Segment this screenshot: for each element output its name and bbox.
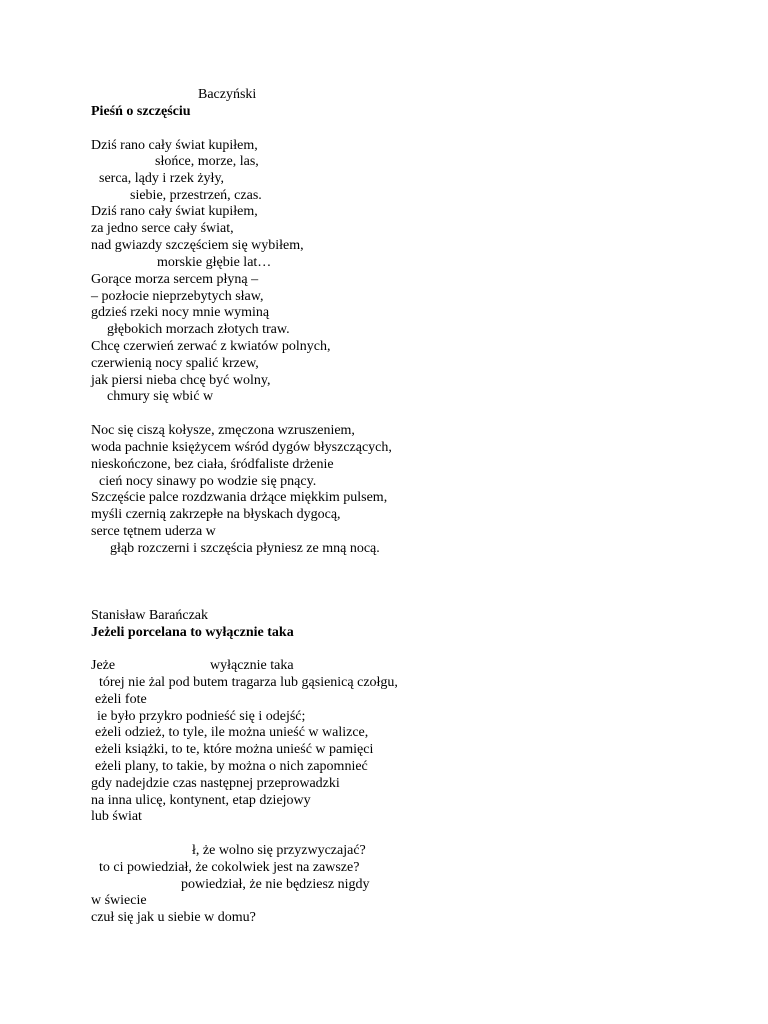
poem-line: Dziś rano cały świat kupiłem, (91, 138, 258, 153)
poem-line: Dziś rano cały świat kupiłem, (91, 204, 258, 219)
poem-line: Jeże (91, 658, 116, 673)
poem-line: eżeli plany, to takie, by można o nich zapomnieć (95, 759, 368, 774)
poem-line: tórej nie żal pod butem tragarza lub gąsienicą czołgu, (99, 675, 398, 690)
poem-line: eżeli odzież, to tyle, ile można unieść w walizce, (95, 725, 369, 740)
poem-line: czerwienią nocy spalić krzew, (91, 356, 259, 371)
poem-line: Chcę czerwień zerwać z kwiatów polnych, (91, 339, 331, 354)
poem-line: to ci powiedział, że cokolwiek jest na zawsze? (99, 860, 360, 875)
poem-line: morskie głębie lat… (157, 255, 272, 270)
poem-line: Gorące morza sercem płyną – (91, 272, 259, 287)
poem-line: – pozłocie nieprzebytych sław, (91, 289, 264, 304)
poem-line: na inna ulicę, kontynent, etap dziejowy (91, 793, 311, 808)
poem2-title: Jeżeli porcelana to wyłącznie taka (91, 625, 294, 640)
poem-line: woda pachnie księżycem wśród dygów błyszczących, (91, 440, 392, 455)
poem-line: myśli czernią zakrzepłe na błyskach dygocą, (91, 507, 341, 522)
poem-line: głębokich morzach złotych traw. (107, 322, 290, 337)
poem-line: chmury się wbić w (107, 389, 214, 404)
poem-line: nieskończone, bez ciała, śródfaliste drżenie (91, 457, 334, 472)
poem-line: lub świat (91, 809, 142, 824)
poem-line: ł, że wolno się przyzwyczajać? (192, 843, 366, 858)
poem-line: słońce, morze, las, (155, 154, 259, 169)
poem-line: siebie, przestrzeń, czas. (130, 188, 262, 203)
poem1-title: Pieśń o szczęściu (91, 104, 191, 119)
poem-line: ie było przykro podnieść się i odejść; (97, 709, 306, 724)
poem-line: za jedno serce cały świat, (91, 221, 234, 236)
poem-line: Noc się ciszą kołysze, zmęczona wzruszeniem, (91, 423, 355, 438)
poem2-author: Stanisław Barańczak (91, 608, 209, 623)
poem-line: serce tętnem uderza w (91, 524, 216, 539)
poem-line: głąb rozczerni i szczęścia płyniesz ze mną nocą. (110, 541, 380, 556)
poem-line: czuł się jak u siebie w domu? (91, 910, 256, 925)
poem-line: wyłącznie taka (210, 658, 294, 673)
poem-line: nad gwiazdy szczęściem się wybiłem, (91, 238, 304, 253)
poem-line: gdzieś rzeki nocy mnie wyminą (91, 305, 270, 320)
poem-line: eżeli książki, to te, które można unieść w pamięci (95, 742, 374, 757)
poem1-author: Baczyński (198, 87, 257, 102)
poem-line: Szczęście palce rozdzwania drżące miękkim pulsem, (91, 490, 388, 505)
poem-line: powiedział, że nie będziesz nigdy (181, 877, 370, 892)
poem-line: jak piersi nieba chcę być wolny, (91, 373, 271, 388)
poem-line: w świecie (91, 893, 147, 908)
poem-line: cień nocy sinawy po wodzie się pnący. (99, 474, 317, 489)
poem-line: serca, lądy i rzek żyły, (99, 171, 225, 186)
poem-line: gdy nadejdzie czas następnej przeprowadzki (91, 776, 340, 791)
poem-line: eżeli fote (95, 692, 147, 707)
